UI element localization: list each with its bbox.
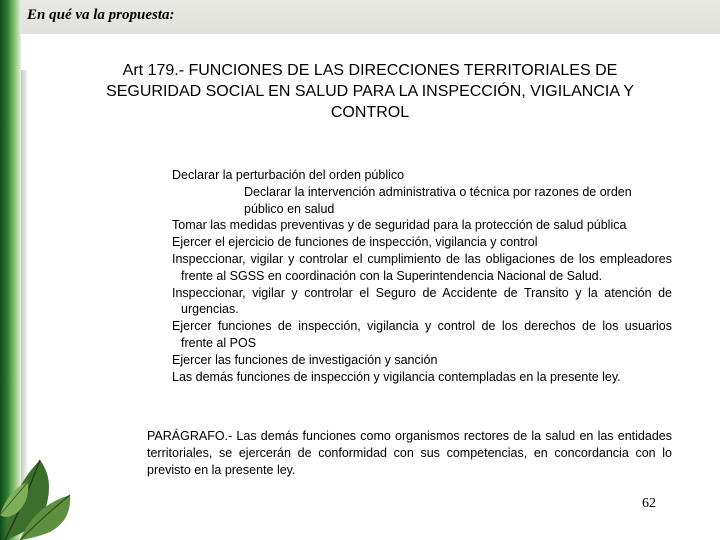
- function-item-7: Ejercer funciones de inspección, vigilancia y control de los derechos de los usuarios frente al POS: [172, 319, 672, 350]
- function-item-5: Inspeccionar, vigilar y controlar el cumplimiento de las obligaciones de los empleadores frente al SGSS en coordinación con la Superintendencia Nacional de Salud.: [172, 251, 672, 283]
- function-item-8: Ejercer las funciones de investigación y sanción: [172, 352, 438, 367]
- function-item-1: Declarar la perturbación del orden público: [172, 168, 405, 182]
- function-item-2: [172, 184, 672, 218]
- function-item-4: Ejercer el ejercicio de funciones de inspección, vigilancia y control: [172, 235, 538, 250]
- article-title-line-3: CONTROL: [330, 104, 410, 121]
- function-item-9: Las demás funciones de inspección y vigilancia contempladas en la presente ley.: [172, 369, 621, 384]
- article-title-line-1: Art 179.- FUNCIONES DE LAS DIRECCIONES TERRITORIALES DE: [122, 62, 618, 79]
- article-title: [50, 60, 690, 123]
- page-number: 62: [642, 496, 656, 511]
- article-title-line-2: SEGURIDAD SOCIAL EN SALUD PARA LA INSPECCIÓN, VIGILANCIA Y: [106, 83, 634, 100]
- function-item-3: Tomar las medidas preventivas y de seguridad para la protección de salud pública: [172, 218, 627, 233]
- paragrafo-text: PARÁGRAFO.- Las demás funciones como organismos rectores de la salud en las entidades territoriales, se ejercerán de conformidad con sus competencias, en concordancia con lo previsto en la presente ley.: [147, 429, 672, 477]
- function-item-6: Inspeccionar, vigilar y controlar el Seguro de Accidente de Transito y la atención de urgencias.: [172, 285, 672, 317]
- functions-list: [172, 167, 672, 385]
- slide-header-title: En qué va la propuesta:: [27, 7, 175, 23]
- function-item-2-text: Declarar la intervención administrativa o técnica por razones de orden público en salud: [244, 184, 632, 216]
- leaves-decoration-icon: [0, 420, 80, 540]
